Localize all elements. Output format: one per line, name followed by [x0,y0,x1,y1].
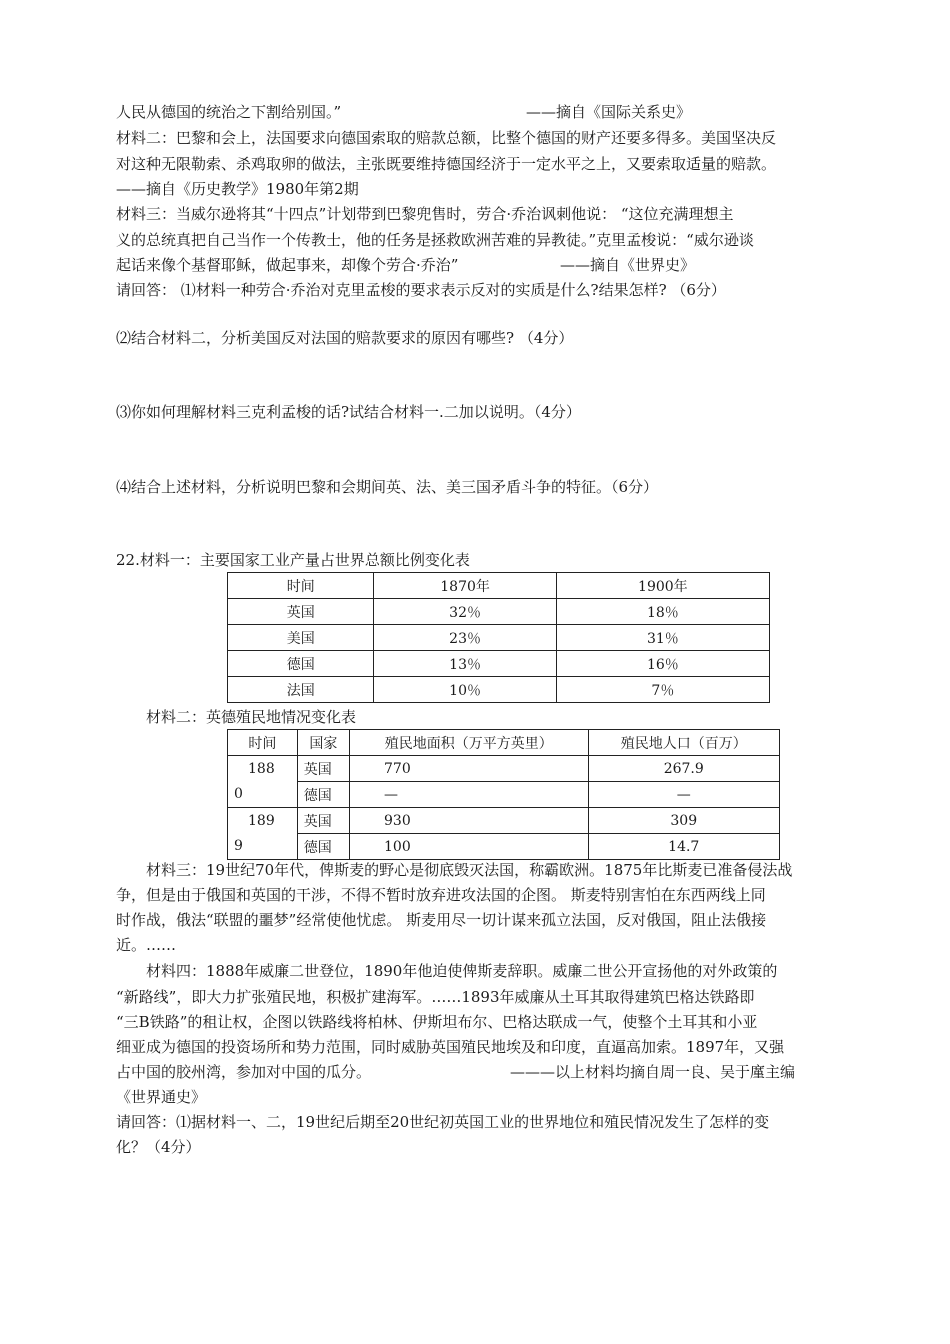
table-cell: 德国 [297,782,349,808]
q21-material2-line2: 对这种无限勒索、杀鸡取卵的做法，主张既要维持德国经济于一定水平之上，又要索取适量的赔款。 [116,155,777,173]
table-cell: 英国 [297,808,349,834]
table-cell: 32％ [374,599,556,625]
table-cell: 23％ [374,625,556,651]
q21-question1: 请回答： ⑴材料一种劳合·乔治对克里孟梭的要求表示反对的实质是什么?结果怎样? （6分） [116,281,726,299]
q21-material3-line3: 起话来像个基督耶稣，做起事来，却像个劳合·乔治” [116,256,459,274]
q21-question2: ⑵结合材料二，分析美国反对法国的赔款要求的原因有哪些? （4分） [116,329,574,347]
q22-material2-title: 材料二：英德殖民地情况变化表 [146,708,357,726]
q21-material3-source: ——摘自《世界史》 [560,256,696,274]
q21-material1-source: ——摘自《国际关系史》 [526,103,692,121]
q22-material4-book: 《世界通史》 [116,1088,207,1106]
q22-material3-line1: 材料三：19世纪70年代，俾斯麦的野心是彻底毁灭法国，称霸欧洲。1875年比斯麦已准备侵法战 [146,861,793,879]
table-row [228,756,780,782]
table-cell: 德国 [228,651,374,677]
q22-material4-line3: “三B铁路”的租让权，企图以铁路线将柏林、伊斯坦布尔、巴格达联成一气，使整个土耳其和小亚 [116,1013,758,1031]
q22-material4-line2: “新路线”，即大力扩张殖民地，积极扩建海军。……1893年威廉从土耳其取得建筑巴格达铁路即 [116,988,755,1006]
table-cell: 7％ [556,677,769,703]
table-header-cell: 殖民地面积（万平方英里） [350,730,589,756]
colony-change-table [227,729,780,860]
q21-material2-line1: 材料二：巴黎和会上，法国要求向德国索取的赔款总额，比整个德国的财产还要多得多。美国坚决反 [116,129,777,147]
q21-material3-line2: 义的总统真把自己当作一个传教士，他的任务是拯救欧洲苦难的异教徒。”克里孟梭说：“威尔逊谈 [116,231,754,249]
q22-material3-line3: 时作战，俄法“联盟的噩梦”经常使他忧虑。 斯麦用尽一切计谋来孤立法国，反对俄国，阻止法俄接 [116,911,767,929]
q21-material1-end: 人民从德国的统治之下割给别国。” [116,103,342,121]
table-cell: 309 [588,808,780,834]
table-cell: 930 [350,808,589,834]
table-cell: — [350,782,589,808]
table-header-row [228,730,780,756]
table-cell: 16％ [556,651,769,677]
q22-question1-line2: 化？（4分） [116,1138,201,1156]
q22-material4-line4: 细亚成为德国的投资场所和势力范围，同时威胁英国殖民地埃及和印度，直逼高加索。1897年，又强 [116,1038,785,1056]
table-cell: 英国 [297,756,349,782]
table-cell: 英国 [228,599,374,625]
table-cell: 189 [228,808,298,834]
table-row [228,834,780,860]
table-cell: 31％ [556,625,769,651]
q21-material2-source: ——摘自《历史教学》1980年第2期 [116,180,359,198]
industry-share-table [227,572,770,703]
table-cell: 18％ [556,599,769,625]
table-header-cell: 1900年 [556,573,769,599]
q21-question4: ⑷结合上述材料，分析说明巴黎和会期间英、法、美三国矛盾斗争的特征。（6分） [116,478,659,496]
q22-material4-line5: 占中国的胶州湾，参加对中国的瓜分。 [116,1063,372,1081]
table-row [228,625,770,651]
q22-material4-line1: 材料四：1888年威廉二世登位，1890年他迫使俾斯麦辞职。威廉二世公开宣扬他的对外政策的 [146,962,778,980]
table-cell: 267.9 [588,756,780,782]
table-header-row [228,573,770,599]
table-cell: 770 [350,756,589,782]
table-row [228,808,780,834]
table-cell: — [588,782,780,808]
table-cell: 14.7 [588,834,780,860]
table-row [228,782,780,808]
table-cell: 10％ [374,677,556,703]
table-cell: 0 [228,782,298,808]
table-cell: 德国 [297,834,349,860]
table-cell: 100 [350,834,589,860]
table-cell: 188 [228,756,298,782]
q22-material3-line2: 争，但是由于俄国和英国的干涉，不得不暂时放弃进攻法国的企图。 斯麦特别害怕在东西两线上同 [116,886,766,904]
table-header-cell: 时间 [228,730,298,756]
table-header-cell: 1870年 [374,573,556,599]
table-cell: 法国 [228,677,374,703]
table-header-cell: 殖民地人口（百万） [588,730,780,756]
table-cell: 9 [228,834,298,860]
q22-question1-line1: 请回答：⑴据材料一、二，19世纪后期至20世纪初英国工业的世界地位和殖民情况发生了怎样的变 [116,1113,770,1131]
table-cell: 13％ [374,651,556,677]
q21-question3: ⑶你如何理解材料三克利孟梭的话?试结合材料一.二加以说明。（4分） [116,403,581,421]
table-cell: 美国 [228,625,374,651]
table-row [228,599,770,625]
q22-material3-line4: 近。…… [116,936,177,954]
q21-material3-line1: 材料三：当威尔逊将其“十四点”计划带到巴黎兜售时，劳合·乔治讽刺他说： “这位充满理想主 [116,205,734,223]
table-row [228,677,770,703]
table-header-cell: 时间 [228,573,374,599]
table-header-cell: 国家 [297,730,349,756]
table-row [228,651,770,677]
q22-title: 22.材料一：主要国家工业产量占世界总额比例变化表 [116,551,470,569]
q22-material4-source: ———以上材料均摘自周一良、吴于廑主编 [510,1063,796,1081]
